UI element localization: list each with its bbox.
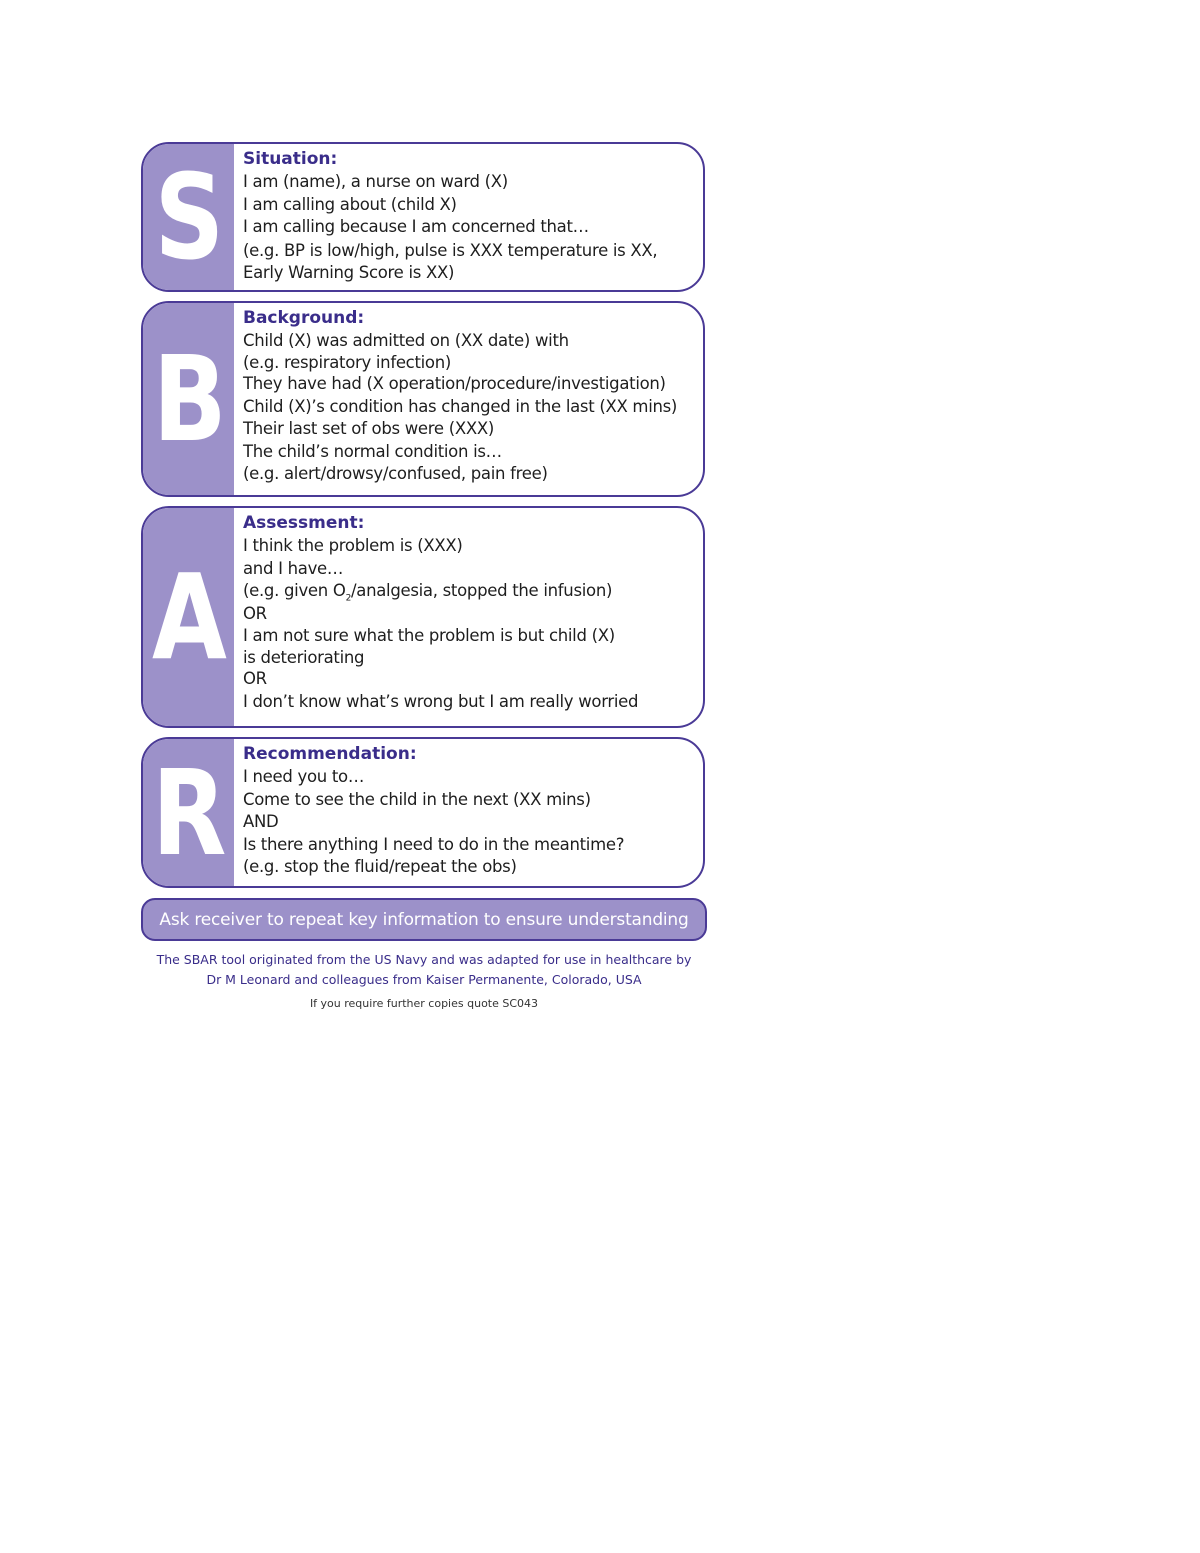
assessment-content: [243, 512, 695, 713]
assessment-line: I think the problem is (XXX): [243, 536, 463, 555]
situation-letter-column: [143, 144, 234, 290]
assessment-line-part: (e.g. given O: [243, 581, 346, 600]
recommendation-heading: Recommendation:: [243, 744, 417, 764]
assessment-line: is deteriorating: [243, 648, 365, 667]
recommendation-line: AND: [243, 812, 279, 831]
attribution-line: The SBAR tool originated from the US Navy and was adapted for use in healthcare by: [156, 952, 692, 967]
background-letter: B: [152, 330, 225, 468]
background-letter-column: [143, 303, 234, 495]
assessment-line: OR: [243, 669, 267, 688]
background-heading: Background:: [243, 308, 365, 328]
assessment-heading: Assessment:: [243, 513, 365, 533]
background-content: [243, 307, 695, 486]
attribution-line: Dr M Leonard and colleagues from Kaiser Permanente, Colorado, USA: [206, 972, 642, 987]
assessment-letter: A: [151, 548, 226, 686]
assessment-line: I don’t know what’s wrong but I am really worried: [243, 691, 639, 711]
background-line: (e.g. respiratory infection): [243, 353, 451, 372]
recommendation-line: Come to see the child in the next (XX mins): [243, 789, 591, 809]
recommendation-line: I need you to…: [243, 767, 365, 786]
recommendation-content: [243, 743, 695, 879]
background-line: The child’s normal condition is…: [243, 441, 502, 461]
situation-card: [141, 142, 705, 292]
situation-line: I am (name), a nurse on ward (X): [243, 172, 508, 191]
assessment-line: [243, 580, 695, 603]
assessment-line: I am not sure what the problem is but child (X): [243, 626, 615, 645]
background-line: They have had (X operation/procedure/investigation): [243, 374, 666, 393]
recommendation-letter: R: [152, 743, 225, 882]
assessment-letter-column: [143, 508, 234, 726]
assessment-line-part: /analgesia, stopped the infusion): [351, 581, 613, 600]
subscript-2: 2: [345, 593, 351, 604]
background-line: Their last set of obs were (XXX): [243, 419, 494, 438]
background-line: Child (X)’s condition has changed in the last (XX mins): [243, 396, 678, 416]
assessment-line: and I have…: [243, 558, 344, 578]
background-line: Child (X) was admitted on (XX date) with: [243, 331, 569, 350]
situation-heading: Situation:: [243, 149, 338, 169]
situation-content: [243, 148, 695, 282]
recommendation-card: [141, 737, 705, 888]
situation-letter: S: [154, 148, 223, 286]
situation-line: I am calling about (child X): [243, 194, 457, 214]
background-card: [141, 301, 705, 497]
recommendation-line: Is there anything I need to do in the meantime?: [243, 834, 625, 854]
situation-line: I am calling because I am concerned that…: [243, 217, 589, 236]
instruction-bar-text: Ask receiver to repeat key information to ensure understanding: [159, 909, 689, 930]
situation-line: (e.g. BP is low/high, pulse is XXX temperature is XX,: [243, 240, 658, 260]
recommendation-letter-column: [143, 739, 234, 886]
situation-line: Early Warning Score is XX): [243, 262, 455, 282]
instruction-bar: [141, 898, 707, 941]
assessment-card: [141, 506, 705, 728]
recommendation-line: (e.g. stop the fluid/repeat the obs): [243, 857, 517, 876]
copies-note: If you require further copies quote SC043: [309, 997, 539, 1010]
background-line: (e.g. alert/drowsy/confused, pain free): [243, 464, 548, 483]
assessment-line: OR: [243, 603, 267, 623]
